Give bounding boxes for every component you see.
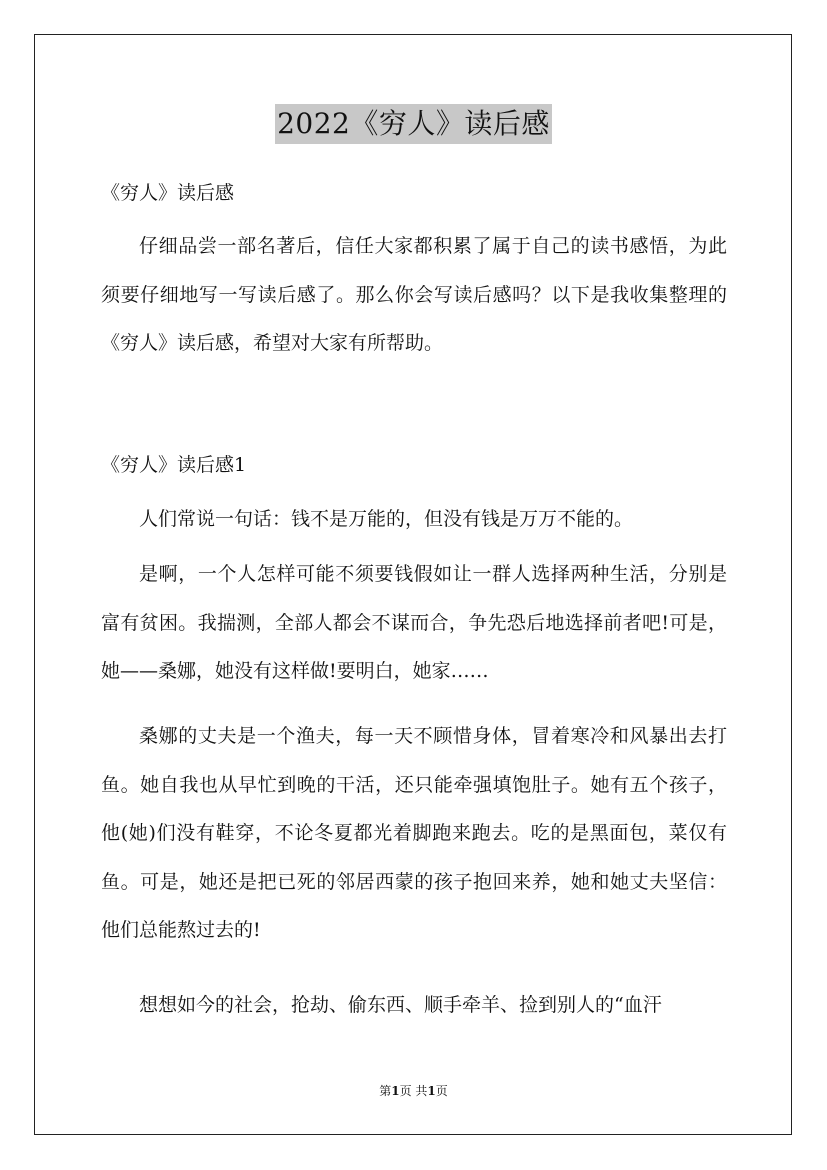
footer-page-prefix: 第 xyxy=(379,1084,392,1098)
body-paragraph: 桑娜的丈夫是一个渔夫，每一天不顾惜身体，冒着寒冷和风暴出去打鱼。她自我也从早忙到晚的干活，还只能牵强填饱肚子。她有五个孩子，他(她)们没有鞋穿，不论冬夏都光着脚跑来跑去。吃的是黑面包，菜仅有鱼。可是，她还是把已死的邻居西蒙的孩子抱回来养，她和她丈夫坚信：他们总能熬过去的! xyxy=(101,725,727,941)
footer-page-current: 1 xyxy=(391,1084,400,1098)
body-paragraph: 是啊，一个人怎样可能不须要钱假如让一群人选择两种生活，分别是富有贫困。我揣测，全部人都会不谋而合，争先恐后地选择前者吧!可是，她——桑娜，她没有这样做!要明白，她家…… xyxy=(101,563,727,682)
footer-page-mid: 页 共 xyxy=(399,1084,428,1098)
intro-paragraph: 仔细品尝一部名著后，信任大家都积累了属于自己的读书感悟，为此须要仔细地写一写读后感了。那么你会写读后感吗？以下是我收集整理的《穷人》读后感，希望对大家有所帮助。 xyxy=(101,235,727,354)
intro-heading: 《穷人》读后感 xyxy=(101,182,235,204)
body-paragraph: 想想如今的社会，抢劫、偷东西、顺手牵羊、捡到别人的“血汗 xyxy=(139,994,662,1016)
page-footer xyxy=(0,1083,827,1099)
footer-page-suffix: 页 xyxy=(435,1084,448,1098)
document-title: 2022《穷人》读后感 xyxy=(275,104,552,144)
section-heading: 《穷人》读后感1 xyxy=(101,454,247,476)
body-paragraph: 人们常说一句话：钱不是万能的，但没有钱是万万不能的。 xyxy=(139,508,634,530)
title-container xyxy=(0,104,827,144)
footer-page-total: 1 xyxy=(427,1084,436,1098)
